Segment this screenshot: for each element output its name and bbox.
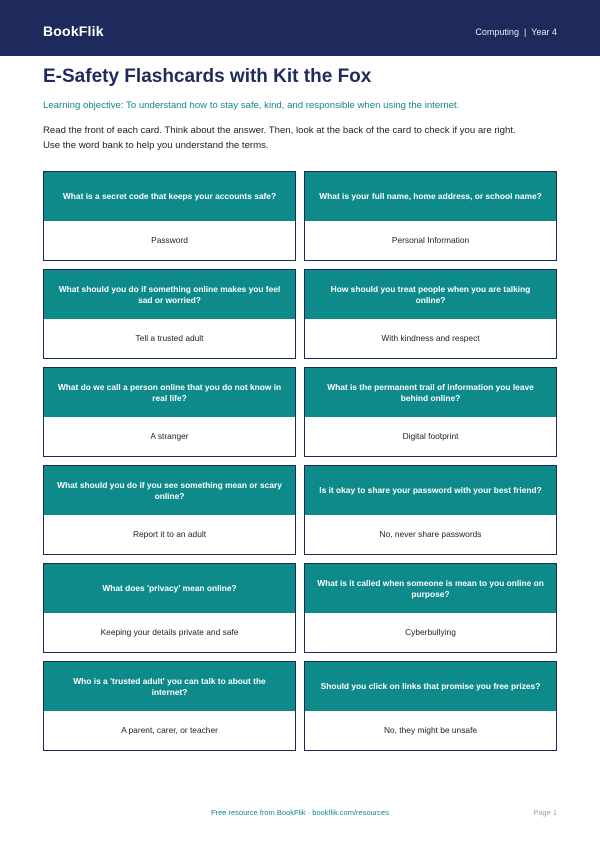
flashcard-question: What should you do if something online makes you feel sad or worried?: [44, 270, 295, 319]
flashcard-question: What is it called when someone is mean to you online on purpose?: [305, 564, 556, 613]
flashcard: [304, 171, 557, 261]
flashcard-answer: Report it to an adult: [132, 529, 207, 539]
flashcard-answer: Keeping your details private and safe: [100, 627, 239, 637]
flashcard-question: How should you treat people when you are talking online?: [305, 270, 556, 319]
footer-source-link[interactable]: Free resource from BookFlik · bookflik.com/resources: [211, 808, 389, 817]
flashcard: [43, 269, 296, 359]
instructions-line-2: Use the word bank to help you understand the terms.: [43, 139, 269, 151]
flashcard-answer: Personal Information: [391, 235, 470, 245]
flashcard: [304, 465, 557, 555]
page-header: [0, 0, 600, 56]
subject-year-label: [475, 26, 557, 38]
flashcard-answer: Password: [151, 235, 188, 245]
flashcard-question: What is your full name, home address, or school name?: [305, 172, 556, 221]
flashcard-answer: A parent, carer, or teacher: [121, 725, 218, 735]
instructions-line-1: Read the front of each card. Think about the answer. Then, look at the back of the card to check if you are right.: [43, 125, 516, 136]
flashcard-answer: No, never share passwords: [379, 529, 482, 539]
flashcard-grid: [43, 171, 557, 751]
flashcard-question: What is a secret code that keeps your accounts safe?: [44, 172, 295, 221]
flashcard-question: What do we call a person online that you do not know in real life?: [44, 368, 295, 417]
flashcard-answer: No, they might be unsafe: [383, 725, 478, 735]
instructions: [43, 124, 563, 153]
subject-label: Computing: [475, 27, 519, 37]
flashcard-question: What should you do if you see something mean or scary online?: [44, 466, 295, 515]
flashcard-question: Is it okay to share your password with your best friend?: [305, 466, 556, 515]
brand-logo: BookFlik: [43, 23, 104, 39]
flashcard: [304, 269, 557, 359]
flashcard: [304, 661, 557, 751]
flashcard: [43, 661, 296, 751]
flashcard-question: What does 'privacy' mean online?: [44, 564, 295, 613]
flashcard: [304, 367, 557, 457]
flashcard: [43, 367, 296, 457]
flashcard-answer: Cyberbullying: [405, 627, 456, 637]
page-number: Page 1: [533, 808, 557, 817]
flashcard: [43, 171, 296, 261]
flashcard-question: Who is a 'trusted adult' you can talk to about the internet?: [44, 662, 295, 711]
page-title: E-Safety Flashcards with Kit the Fox: [43, 66, 372, 87]
flashcard-question: What is the permanent trail of information you leave behind online?: [305, 368, 556, 417]
flashcard-question: Should you click on links that promise you free prizes?: [305, 662, 556, 711]
learning-objective: Learning objective: To understand how to stay safe, kind, and responsible when using the internet.: [43, 100, 460, 111]
flashcard: [304, 563, 557, 653]
flashcard-answer: With kindness and respect: [381, 333, 480, 343]
flashcard: [43, 563, 296, 653]
flashcard-answer: A stranger: [150, 431, 189, 441]
flashcard-answer: Tell a trusted adult: [135, 333, 204, 343]
meta-separator: |: [523, 27, 527, 37]
flashcard-answer: Digital footprint: [402, 431, 459, 441]
flashcard: [43, 465, 296, 555]
year-label: Year 4: [531, 27, 557, 37]
